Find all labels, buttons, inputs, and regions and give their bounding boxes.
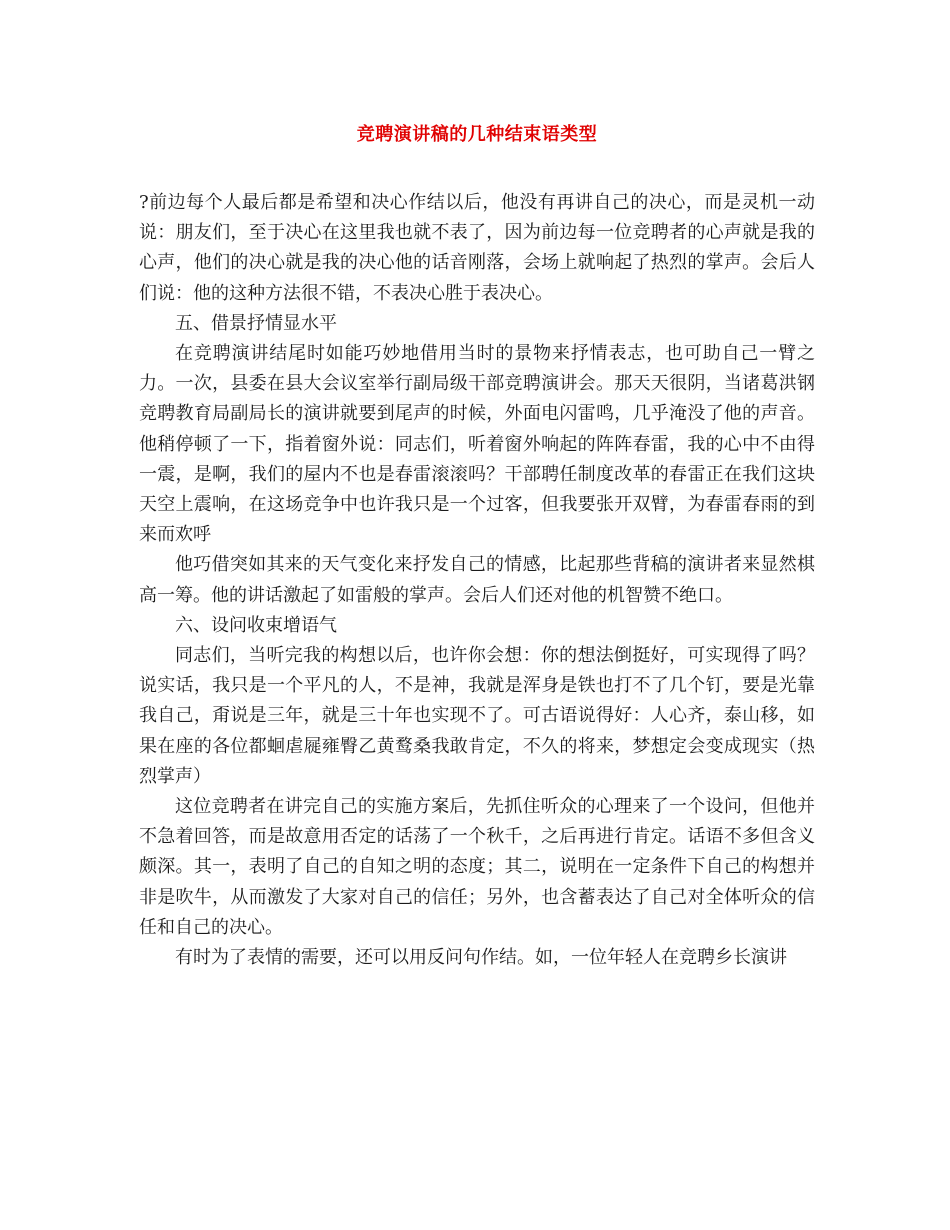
paragraph: 他巧借突如其来的天气变化来抒发自己的情感，比起那些背稿的演讲者来显然棋高一筹。他的讲话激起了如雷般的掌声。会后人们还对他的机智赞不绝口。 — [139, 554, 815, 606]
document-page — [139, 120, 815, 973]
section-heading: 五、借景抒情显水平 — [175, 312, 337, 334]
document-title: 竞聘演讲稿的几种结束语类型 — [356, 124, 598, 145]
paragraph: 在竞聘演讲结尾时如能巧妙地借用当时的景物来抒情表志，也可助自己一臂之力。一次，县委在县大会议室举行副局级干部竞聘演讲会。那天天很阴，当诸葛洪钢竞聘教育局副局长的演讲就要到尾声的时候，外面电闪雷鸣，几乎淹没了他的声音。他稍停顿了一下，指着窗外说：同志们，听着窗外响起的阵阵春雷，我的心中不由得一震，是啊，我们的屋内不也是春雷滚滚吗？干部聘任制度改革的春雷正在我们这块天空上震响，在这场竞争中也许我只是一个过客，但我要张开双臂，为春雷春雨的到来而欢呼 — [139, 343, 815, 546]
paragraph: 同志们，当听完我的构想以后，也许你会想：你的想法倒挺好，可实现得了吗？说实话，我只是一个平凡的人，不是神，我就是浑身是铁也打不了几个钉，要是光靠我自己，甭说是三年，就是三十年也实现不了。可古语说得好：人心齐，泰山移，如果在座的各位都蛔虐屣雍臀乙黄鹜桑我敢肯定，不久的将来，梦想定会变成现实（热烈掌声） — [139, 645, 815, 787]
paragraph: 有时为了表情的需要，还可以用反问句作结。如，一位年轻人在竞聘乡长演讲 — [175, 947, 787, 969]
document-body — [139, 188, 815, 973]
paragraph: 这位竞聘者在讲完自己的实施方案后，先抓住听众的心理来了一个设问，但他并不急着回答，而是故意用否定的话荡了一个秋千，之后再进行肯定。话语不多但含义颇深。其一，表明了自己的自知之明的态度；其二，说明在一定条件下自己的构想并非是吹牛，从而激发了大家对自己的信任；另外，也含蓄表达了自己对全体听众的信任和自己的决心。 — [139, 796, 815, 938]
paragraph: ?前边每个人最后都是希望和决心作结以后，他没有再讲自己的决心，而是灵机一动说：朋友们，至于决心在这里我也就不表了，因为前边每一位竞聘者的心声就是我的心声，他们的决心就是我的决心他的话音刚落，会场上就响起了热烈的掌声。会后人们说：他的这种方法很不错，不表决心胜于表决心。 — [139, 192, 815, 304]
section-heading: 六、设问收束增语气 — [175, 614, 337, 636]
